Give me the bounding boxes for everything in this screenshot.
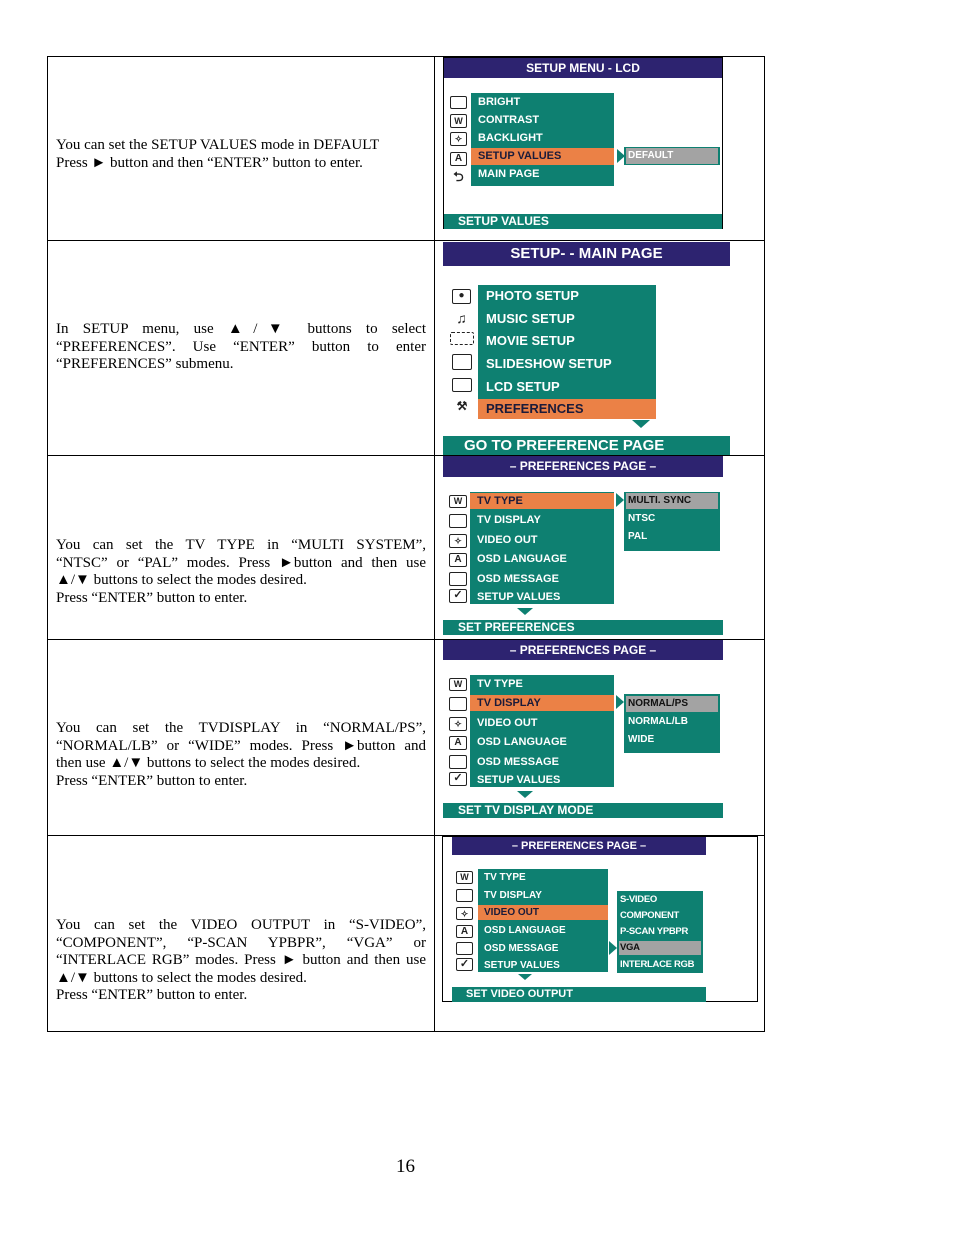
row-2-description [56, 321, 426, 374]
screen-title: – PREFERENCES PAGE – [443, 640, 723, 660]
menu-item-main-page[interactable]: MAIN PAGE [478, 168, 540, 180]
preferences-menu [478, 869, 608, 972]
screen-footer: SETUP VALUES [444, 214, 722, 229]
screen-title: SETUP MENU - LCD [444, 58, 722, 78]
monitor-icon [449, 697, 467, 711]
preferences-tv-type-screen [443, 456, 723, 636]
message-icon [449, 755, 467, 769]
menu-item-photo-setup[interactable]: PHOTO SETUP [486, 288, 579, 303]
submenu [617, 891, 703, 973]
check-icon: ✓ [456, 958, 473, 971]
preferences-menu [470, 675, 614, 787]
submenu-item-normal-ps[interactable]: NORMAL/PS [626, 696, 718, 712]
menu-item-music-setup[interactable]: MUSIC SETUP [486, 311, 575, 326]
menu-item-osd-message[interactable]: OSD MESSAGE [477, 756, 559, 768]
text-line: You can set the SETUP VALUES mode in DEFAULT [56, 137, 380, 153]
text-line: “NORMAL/LB” or “WIDE” modes. Press ►button and [56, 737, 426, 754]
text-line: You can set the TV TYPE in “MULTI SYSTEM”, [56, 537, 426, 553]
menu-item-movie-setup[interactable]: MOVIE SETUP [486, 333, 575, 348]
menu-item-tv-display[interactable]: TV DISPLAY [477, 514, 541, 526]
monitor-icon [450, 96, 467, 109]
sparkle-icon: ✧ [456, 907, 473, 920]
text-line: ▲/▼ buttons to select the modes desired. [56, 572, 307, 589]
submenu-item-p-scan-ypbpr[interactable]: P-SCAN YPBPR [620, 926, 689, 937]
windows-icon [452, 354, 472, 370]
waveform-icon: W [450, 114, 467, 128]
down-arrow-icon [518, 974, 532, 980]
tool-icon: ⚒ [451, 400, 473, 412]
menu-item-tv-type[interactable]: TV TYPE [477, 678, 523, 690]
text-line: “NTSC” or “PAL” modes. Press ►button and then use [56, 554, 426, 571]
menu-item-preferences[interactable]: PREFERENCES [478, 399, 656, 419]
menu-item-tv-type[interactable]: TV TYPE [484, 872, 526, 883]
down-arrow-icon [632, 420, 650, 428]
monitor-icon [452, 378, 472, 392]
submenu-item-vga[interactable]: VGA [619, 941, 701, 955]
text-line: You can set the TVDISPLAY in “NORMAL/PS”, [56, 720, 426, 736]
preferences-video-out-screen [452, 837, 706, 1002]
right-arrow-icon [616, 493, 624, 507]
message-icon [449, 572, 467, 586]
submenu-item-component[interactable]: COMPONENT [620, 910, 680, 921]
font-icon: A [449, 736, 467, 750]
column-divider [434, 56, 435, 1032]
text-line: Press ► button and then “ENTER” button to enter. [56, 154, 363, 171]
text-line: You can set the VIDEO OUTPUT in “S-VIDEO”, [56, 917, 426, 933]
text-line: ▲/▼ buttons to select the modes desired. [56, 969, 307, 986]
submenu-item-normal-lb[interactable]: NORMAL/LB [628, 716, 688, 727]
menu-item-contrast[interactable]: CONTRAST [478, 114, 540, 126]
return-icon: ⮌ [450, 171, 467, 184]
monitor-icon [449, 514, 467, 528]
submenu-item-wide[interactable]: WIDE [628, 734, 655, 745]
menu-item-osd-language[interactable]: OSD LANGUAGE [477, 736, 567, 748]
font-icon: A [456, 925, 473, 938]
setup-main-page-screen [443, 242, 730, 455]
menu-item-setup-values[interactable]: SETUP VALUES [471, 148, 614, 165]
menu-item-osd-language[interactable]: OSD LANGUAGE [477, 553, 567, 565]
row-divider [47, 240, 765, 241]
submenu [624, 492, 720, 551]
font-icon: A [450, 152, 467, 166]
submenu [624, 147, 720, 165]
waveform-icon: W [449, 495, 467, 508]
screen-footer: SET TV DISPLAY MODE [443, 803, 723, 818]
message-icon [456, 942, 473, 955]
check-icon: ✓ [449, 772, 467, 786]
preferences-menu [470, 492, 614, 604]
text-line: In SETUP menu, use ▲/▼ buttons to select [56, 321, 426, 337]
row-1-description [56, 137, 426, 172]
sparkle-icon: ✧ [450, 132, 467, 146]
menu-item-osd-message[interactable]: OSD MESSAGE [484, 943, 559, 954]
menu-item-video-out[interactable]: VIDEO OUT [478, 905, 608, 920]
sparkle-icon: ✧ [449, 534, 467, 548]
music-note-icon: ♫ [452, 310, 471, 326]
menu-item-tv-display[interactable]: TV DISPLAY [470, 695, 614, 711]
row-4-description [56, 720, 426, 790]
menu-item-video-out[interactable]: VIDEO OUT [477, 717, 538, 729]
text-line: “PREFERENCES” submenu. [56, 356, 234, 373]
monitor-icon [456, 889, 473, 902]
screen-footer: SET VIDEO OUTPUT [452, 987, 706, 1002]
menu-item-video-out[interactable]: VIDEO OUT [477, 534, 538, 546]
check-icon: ✓ [449, 589, 467, 603]
submenu-item-ntsc[interactable]: NTSC [628, 513, 656, 524]
text-line: “PREFERENCES”. Use “ENTER” button to enter [56, 338, 426, 355]
menu-item-setup-values[interactable]: SETUP VALUES [477, 591, 561, 603]
text-line: then use ▲/▼ buttons to select the modes desired. [56, 755, 361, 772]
menu-item-backlight[interactable]: BACKLIGHT [478, 132, 543, 144]
right-arrow-icon [616, 695, 624, 709]
submenu-item-default[interactable]: DEFAULT [626, 148, 718, 164]
preferences-tv-display-screen [443, 640, 723, 818]
menu-item-setup-values[interactable]: SETUP VALUES [484, 960, 560, 971]
submenu [624, 694, 720, 753]
menu-item-tv-display[interactable]: TV DISPLAY [484, 890, 542, 901]
text-line: “INTERLACE RGB” modes. Press ► button and then use [56, 952, 426, 969]
menu-item-tv-type[interactable]: TV TYPE [470, 493, 614, 509]
menu-item-setup-values[interactable]: SETUP VALUES [477, 774, 561, 786]
page-number: 16 [396, 1156, 415, 1177]
screen-title: – PREFERENCES PAGE – [452, 837, 706, 855]
down-arrow-icon [517, 791, 533, 798]
screen-footer: SET PREFERENCES [443, 620, 723, 635]
menu-item-slideshow-setup[interactable]: SLIDESHOW SETUP [486, 356, 612, 371]
setup-menu [471, 93, 614, 186]
person-icon: ● [452, 289, 471, 304]
text-line: Press “ENTER” button to enter. [56, 589, 248, 606]
screen-title: – PREFERENCES PAGE – [443, 456, 723, 477]
menu-item-bright[interactable]: BRIGHT [478, 96, 521, 108]
menu-item-osd-message[interactable]: OSD MESSAGE [477, 573, 559, 585]
submenu-item-s-video[interactable]: S-VIDEO [620, 894, 657, 905]
down-arrow-icon [517, 608, 533, 615]
submenu-item-pal[interactable]: PAL [628, 531, 648, 542]
menu-item-osd-language[interactable]: OSD LANGUAGE [484, 925, 566, 936]
film-icon [450, 332, 474, 345]
text-line: Press “ENTER” button to enter. [56, 772, 248, 789]
right-arrow-icon [609, 941, 617, 955]
submenu-item-multi-sync[interactable]: MULTI. SYNC [626, 493, 718, 509]
row-3-description [56, 537, 426, 607]
font-icon: A [449, 553, 467, 567]
menu-item-lcd-setup[interactable]: LCD SETUP [486, 379, 560, 394]
setup-lcd-screen [443, 57, 723, 229]
waveform-icon: W [449, 678, 467, 691]
row-5-description [56, 917, 426, 1005]
text-line: Press “ENTER” button to enter. [56, 987, 248, 1004]
screen-footer: GO TO PREFERENCE PAGE [443, 436, 730, 455]
setup-main-menu [478, 285, 656, 419]
submenu-item-interlace-rgb[interactable]: INTERLACE RGB [620, 959, 695, 970]
text-line: “COMPONENT”, “P-SCAN YPBPR”, “VGA” or [56, 934, 426, 951]
sparkle-icon: ✧ [449, 717, 467, 731]
screen-title: SETUP- - MAIN PAGE [443, 242, 730, 266]
waveform-icon: W [456, 871, 473, 884]
